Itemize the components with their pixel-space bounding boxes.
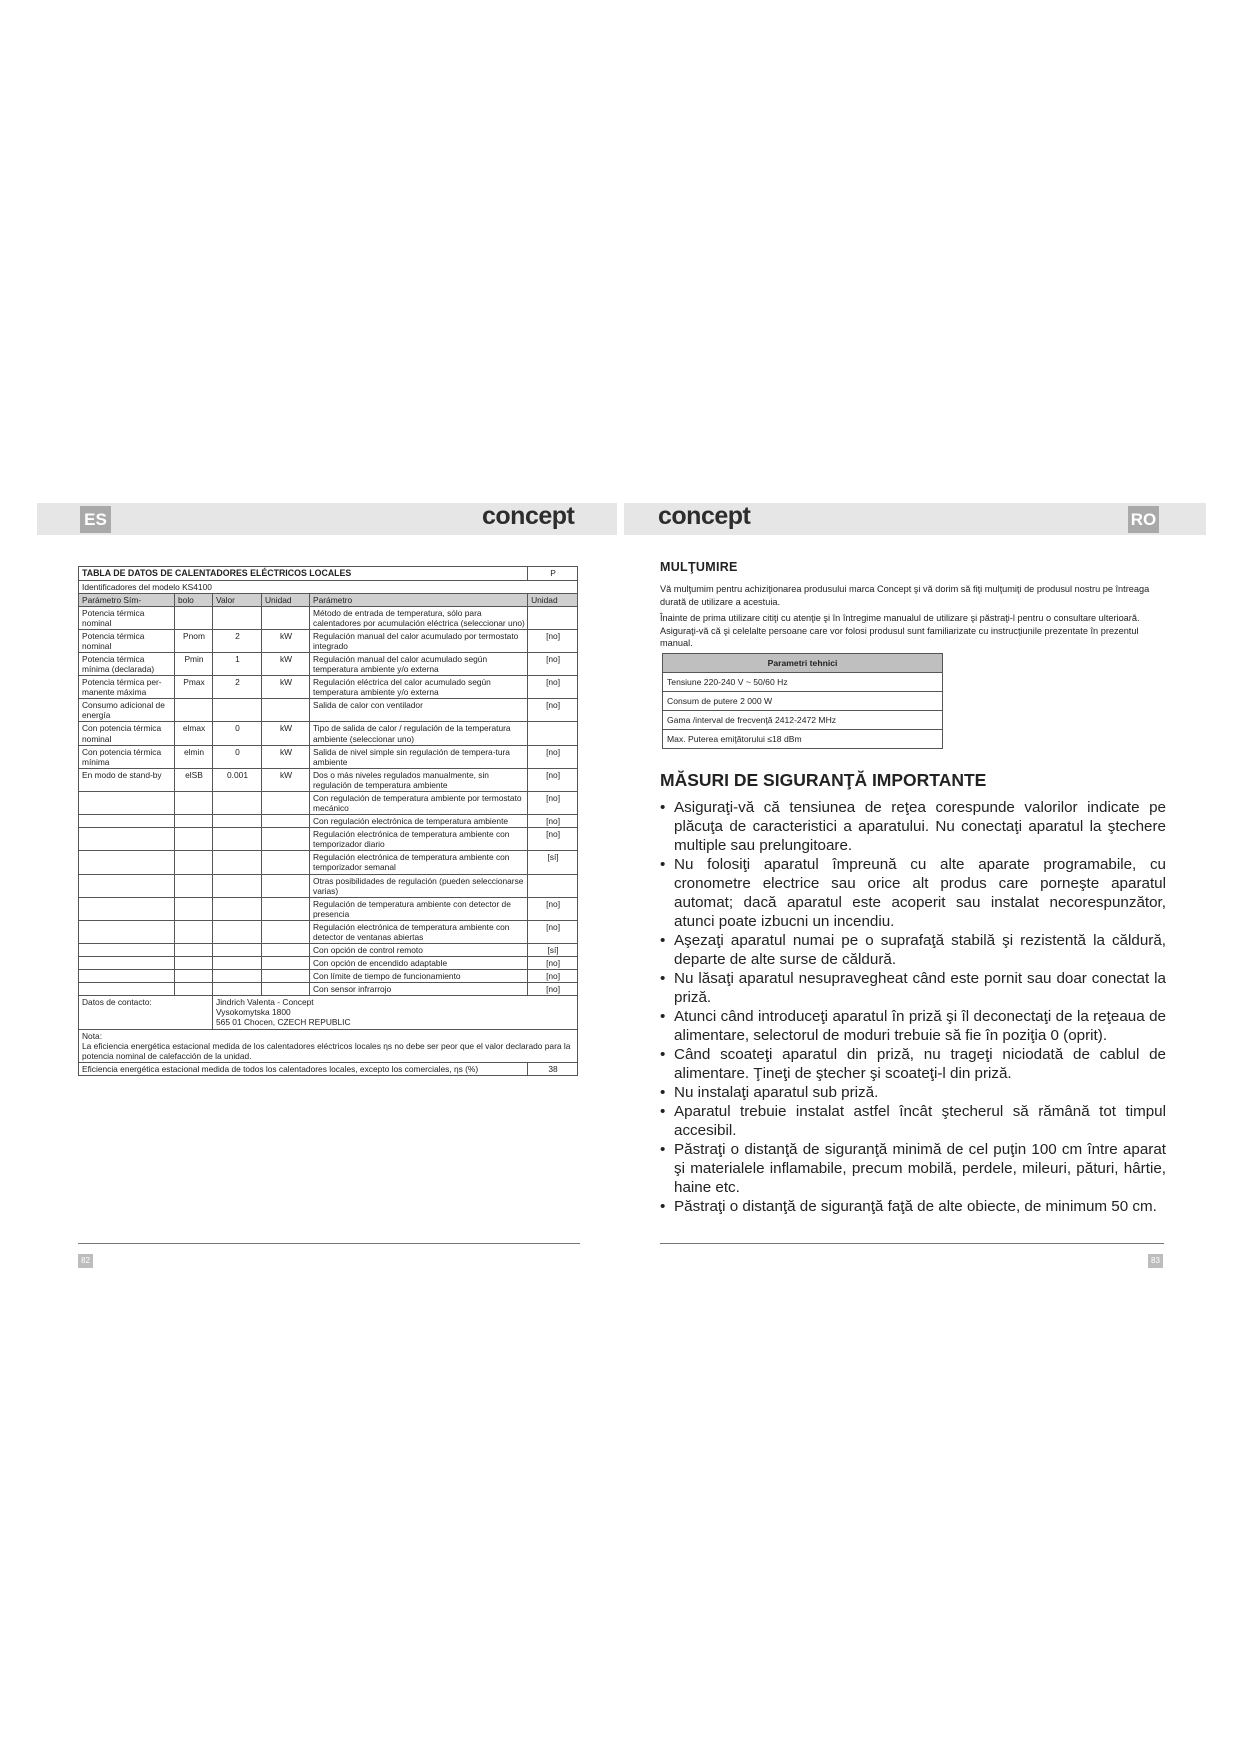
row-value: [213, 606, 262, 629]
row-value: [213, 897, 262, 920]
table-row: [79, 791, 578, 814]
row-unit: kW: [262, 653, 310, 676]
header-unit: Unidad: [262, 593, 310, 606]
table-row: [79, 815, 578, 828]
row-symbol: elSB: [175, 768, 213, 791]
row-flag: [528, 722, 578, 745]
safety-item: • Nu lăsaţi aparatul nesupravegheat când este pornit sau doar conectat la priză.: [660, 969, 1166, 1007]
row-description: Salida de calor con ventilador: [310, 699, 528, 722]
row-description: Con sensor infrarrojo: [310, 983, 528, 996]
row-param: Potencia térmica nominal: [79, 606, 175, 629]
heater-data-table: [78, 566, 578, 1076]
safety-item: • Asiguraţi-vă că tensiunea de reţea corespunde valorilor indicate pe plăcuţa de caracteristici a aparatului. Nu conectaţi aparatul la ştechere multiple sau prelungitoare.: [660, 798, 1166, 855]
row-flag: [no]: [528, 983, 578, 996]
safety-heading: MĂSURI DE SIGURANŢĂ IMPORTANTE: [660, 770, 987, 790]
table-row: [79, 768, 578, 791]
row-symbol: [175, 874, 213, 897]
row-flag: [no]: [528, 815, 578, 828]
thanks-paragraph-1: Vă mulţumim pentru achiziţionarea produsului marca Concept şi vă dorim să fiţi mulţumiţi de produsul nostru pe întreaga durată de utilizare a acestuia.: [660, 584, 1150, 607]
row-symbol: elmax: [175, 722, 213, 745]
row-flag: [no]: [528, 629, 578, 652]
row-unit: [262, 920, 310, 943]
row-flag: [no]: [528, 828, 578, 851]
header-param2: Parámetro: [310, 593, 528, 606]
row-description: Salida de nivel simple sin regulación de tempera-tura ambiente: [310, 745, 528, 768]
table-row: [79, 874, 578, 897]
row-unit: [262, 874, 310, 897]
thanks-paragraph-2: Înainte de prima utilizare citiţi cu atenţie şi în întregime manualul de utilizare şi păstraţi-l pentru o consultare ulterioară. Asiguraţi-vă că şi celelalte persoane care vor folosi produsul sunt familiarizate cu instrucţiunile prezentate în prezentul manual.: [660, 613, 1140, 648]
row-param: [79, 815, 175, 828]
row-description: Regulación eléctrica del calor acumulado según temperatura ambiente y/o externa: [310, 676, 528, 699]
row-symbol: [175, 897, 213, 920]
row-unit: [262, 957, 310, 970]
safety-item: • Păstraţi o distanţă de siguranţă minimă de cel puţin 100 cm între aparat şi materialele inflamabile, precum mobilă, perdele, mileuri, pături, hârtie, haine etc.: [660, 1140, 1166, 1197]
row-param: [79, 970, 175, 983]
param-row: Consum de putere 2 000 W: [663, 692, 943, 711]
row-param: [79, 851, 175, 874]
row-value: 0.001: [213, 768, 262, 791]
safety-item: • Nu folosiţi aparatul împreună cu alte aparate programabile, cu cronometre electrice sau orice alt produs care porneşte aparatul automat; dacă aparatul este acoperit sau instalat necorespunzător, atunci poate izbucni un incendiu.: [660, 855, 1166, 931]
row-value: [213, 983, 262, 996]
row-symbol: [175, 699, 213, 722]
row-description: Con regulación electrónica de temperatura ambiente: [310, 815, 528, 828]
table-row: [79, 606, 578, 629]
row-unit: [262, 815, 310, 828]
row-value: 1: [213, 653, 262, 676]
footer-rule-left: [78, 1243, 580, 1244]
row-value: [213, 970, 262, 983]
row-param: [79, 897, 175, 920]
row-description: Con opción de control remoto: [310, 943, 528, 956]
row-symbol: [175, 606, 213, 629]
row-param: Con potencia térmica mínima: [79, 745, 175, 768]
row-description: Regulación electrónica de temperatura ambiente con temporizador diario: [310, 828, 528, 851]
table-title-p: P: [528, 567, 578, 581]
row-param: [79, 828, 175, 851]
row-value: 2: [213, 676, 262, 699]
row-symbol: Pnom: [175, 629, 213, 652]
row-unit: kW: [262, 676, 310, 699]
contact-row: [79, 996, 578, 1029]
page-number-right: 83: [1148, 1254, 1163, 1268]
safety-item: • Aparatul trebuie instalat astfel încât ştecherul să rămână tot timpul accesibil.: [660, 1102, 1166, 1140]
row-param: [79, 983, 175, 996]
row-flag: [no]: [528, 676, 578, 699]
row-symbol: [175, 957, 213, 970]
row-value: [213, 699, 262, 722]
table-row: [79, 897, 578, 920]
row-flag: [no]: [528, 920, 578, 943]
table-row: [79, 828, 578, 851]
row-unit: [262, 970, 310, 983]
row-flag: [no]: [528, 653, 578, 676]
row-unit: [262, 897, 310, 920]
row-symbol: [175, 943, 213, 956]
row-symbol: [175, 791, 213, 814]
row-value: [213, 957, 262, 970]
row-symbol: Pmin: [175, 653, 213, 676]
note-label: Nota:: [82, 1030, 103, 1041]
table-row: [79, 943, 578, 956]
row-symbol: elmin: [175, 745, 213, 768]
row-flag: [no]: [528, 768, 578, 791]
header-symbol: bolo: [175, 593, 213, 606]
row-value: 0: [213, 745, 262, 768]
row-param: Con potencia térmica nominal: [79, 722, 175, 745]
brand-logo-left: concept: [482, 502, 575, 530]
param-row: Max. Puterea emiţătorului ≤18 dBm: [663, 730, 943, 749]
row-description: Con regulación de temperatura ambiente por termostato mecánico: [310, 791, 528, 814]
language-tag-ro: RO: [1128, 506, 1159, 533]
row-description: Método de entrada de temperatura, sólo para calentadores por acumulación eléctrica (seleccionar uno): [310, 606, 528, 629]
row-flag: [no]: [528, 699, 578, 722]
row-flag: [528, 874, 578, 897]
language-tag-es: ES: [80, 506, 111, 533]
row-param: [79, 920, 175, 943]
row-description: Tipo de salida de calor / regulación de la temperatura ambiente (seleccionar uno): [310, 722, 528, 745]
header-param: Parámetro Sím-: [79, 593, 175, 606]
table-row: [79, 970, 578, 983]
efficiency-value: 38: [528, 1062, 578, 1075]
row-param: [79, 957, 175, 970]
row-unit: [262, 699, 310, 722]
row-symbol: [175, 828, 213, 851]
table-row: [79, 957, 578, 970]
row-unit: kW: [262, 745, 310, 768]
row-param: En modo de stand-by: [79, 768, 175, 791]
row-symbol: [175, 851, 213, 874]
row-description: Otras posibilidades de regulación (pueden seleccionarse varias): [310, 874, 528, 897]
safety-item: • Atunci când introduceţi aparatul în priză şi îl deconectaţi de la reţeaua de alimentare, selectorul de moduri trebuie să fie în poziţia 0 (oprit).: [660, 1007, 1166, 1045]
row-param: [79, 791, 175, 814]
row-unit: kW: [262, 768, 310, 791]
table-title: TABLA DE DATOS DE CALENTADORES ELÉCTRICOS LOCALES: [79, 567, 528, 581]
row-description: Dos o más niveles regulados manualmente, sin regulación de temperatura ambiente: [310, 768, 528, 791]
row-description: Regulación de temperatura ambiente con detector de presencia: [310, 897, 528, 920]
row-unit: [262, 943, 310, 956]
safety-list: [660, 798, 1166, 1216]
row-param: Potencia térmica per-manente máxima: [79, 676, 175, 699]
row-param: [79, 943, 175, 956]
row-symbol: [175, 983, 213, 996]
row-unit: [262, 606, 310, 629]
row-description: Regulación electrónica de temperatura ambiente con temporizador semanal: [310, 851, 528, 874]
row-unit: [262, 791, 310, 814]
row-description: Con opción de encendido adaptable: [310, 957, 528, 970]
row-unit: [262, 828, 310, 851]
row-symbol: [175, 970, 213, 983]
efficiency-label: Eficiencia energética estacional medida de todos los calentadores locales, excepto los comerciales, ηs (%): [79, 1062, 528, 1075]
row-flag: [no]: [528, 897, 578, 920]
safety-item: • Păstraţi o distanţă de siguranţă faţă de alte obiecte, de minimum 50 cm.: [660, 1197, 1166, 1216]
row-value: [213, 851, 262, 874]
param-row: Gama /interval de frecvenţă 2412-2472 MHz: [663, 711, 943, 730]
note-text: La eficiencia energética estacional medida de los calentadores eléctricos locales ηs no debe ser peor que el valor declarado para la potencia nominal de calefacción de la unidad.: [82, 1040, 571, 1061]
contact-label: Datos de contacto:: [79, 996, 213, 1029]
contact-line: 565 01 Chocen, CZECH REPUBLIC: [216, 1017, 351, 1028]
row-flag: [no]: [528, 957, 578, 970]
row-description: Con límite de tiempo de funcionamiento: [310, 970, 528, 983]
contact-line: Vysokomytska 1800: [216, 1007, 291, 1018]
row-value: 0: [213, 722, 262, 745]
row-param: Potencia térmica mínima (declarada): [79, 653, 175, 676]
row-param: Consumo adicional de energía: [79, 699, 175, 722]
table-header-row: [79, 593, 578, 606]
table-row: [79, 920, 578, 943]
row-flag: [sí]: [528, 943, 578, 956]
row-symbol: Pmax: [175, 676, 213, 699]
contact-line: Jindrich Valenta - Concept: [216, 997, 314, 1008]
table-row: [79, 676, 578, 699]
row-flag: [528, 606, 578, 629]
table-row: [79, 983, 578, 996]
thanks-heading: MULŢUMIRE: [660, 560, 738, 574]
model-identifier: Identificadores del modelo KS4100: [79, 580, 578, 593]
row-param: [79, 874, 175, 897]
brand-logo-right: concept: [658, 502, 751, 530]
table-row: [79, 851, 578, 874]
page-number-left: 82: [78, 1254, 93, 1268]
row-flag: [sí]: [528, 851, 578, 874]
row-value: [213, 791, 262, 814]
table-row: [79, 745, 578, 768]
row-unit: kW: [262, 629, 310, 652]
row-value: [213, 815, 262, 828]
row-param: Potencia térmica nominal: [79, 629, 175, 652]
footer-rule-right: [660, 1243, 1164, 1244]
technical-parameters-table: [662, 653, 943, 749]
param-row: Tensiune 220-240 V ~ 50/60 Hz: [663, 673, 943, 692]
row-unit: [262, 851, 310, 874]
row-value: 2: [213, 629, 262, 652]
efficiency-row: [79, 1062, 578, 1075]
row-value: [213, 828, 262, 851]
row-description: Regulación manual del calor acumulado por termostato integrado: [310, 629, 528, 652]
params-heading: Parametri tehnici: [663, 654, 943, 673]
row-flag: [no]: [528, 970, 578, 983]
row-symbol: [175, 920, 213, 943]
row-flag: [no]: [528, 791, 578, 814]
row-value: [213, 943, 262, 956]
table-row: [79, 653, 578, 676]
contact-details: [213, 996, 578, 1029]
table-row: [79, 722, 578, 745]
row-symbol: [175, 815, 213, 828]
safety-item: • Nu instalaţi aparatul sub priză.: [660, 1083, 1166, 1102]
table-row: [79, 699, 578, 722]
row-value: [213, 920, 262, 943]
row-unit: [262, 983, 310, 996]
safety-item: • Aşezaţi aparatul numai pe o suprafaţă stabilă şi rezistentă la căldură, departe de alte surse de căldură.: [660, 931, 1166, 969]
row-unit: kW: [262, 722, 310, 745]
row-value: [213, 874, 262, 897]
header-value: Valor: [213, 593, 262, 606]
row-description: Regulación electrónica de temperatura ambiente con detector de ventanas abiertas: [310, 920, 528, 943]
header-unit2: Unidad: [528, 593, 578, 606]
row-flag: [no]: [528, 745, 578, 768]
table-row: [79, 629, 578, 652]
row-description: Regulación manual del calor acumulado según temperatura ambiente y/o externa: [310, 653, 528, 676]
safety-item: • Când scoateţi aparatul din priză, nu trageţi niciodată de cablul de alimentare. Ţineţi de ştecher şi scoateţi-l din priză.: [660, 1045, 1166, 1083]
note-row: [79, 1029, 578, 1062]
